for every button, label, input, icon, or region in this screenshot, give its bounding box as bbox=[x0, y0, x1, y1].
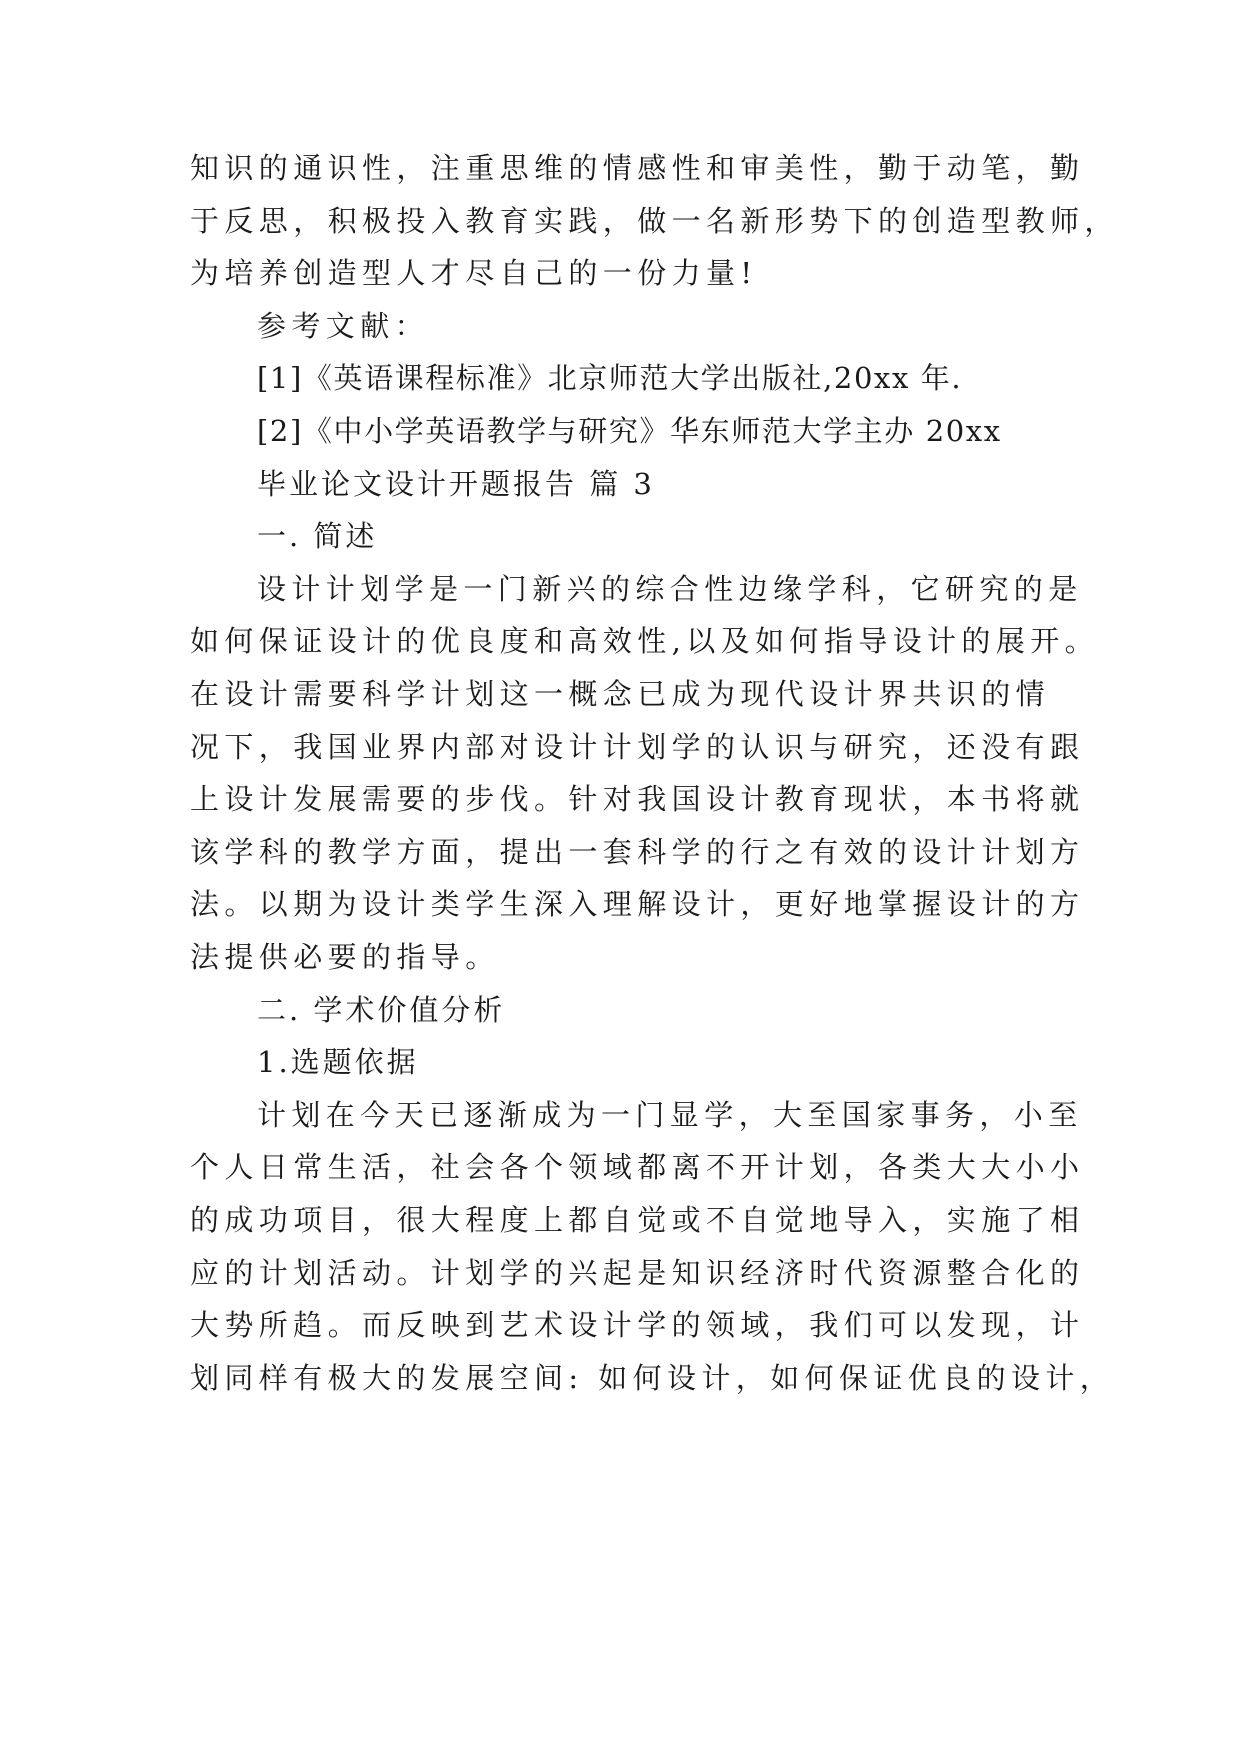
body-text-line: 于反思，积极投入教育实践，做一名新形势下的创造型教师， bbox=[190, 204, 1119, 238]
body-text-line: 法。以期为设计类学生深入理解设计，更好地掌握设计的方 bbox=[190, 887, 1085, 921]
body-text-line: 上设计发展需要的步伐。针对我国设计教育现状，本书将就 bbox=[190, 782, 1085, 816]
reference-item: [2]《中小学英语教学与研究》华东师范大学主办 20xx bbox=[257, 414, 1002, 448]
section-heading: 一. 简述 bbox=[257, 519, 378, 553]
reference-item: [1]《英语课程标准》北京师范大学出版社,20xx 年. bbox=[257, 361, 963, 395]
body-text-line: 设计计划学是一门新兴的综合性边缘学科，它研究的是 bbox=[257, 572, 1083, 606]
subsection-heading: 1.选题依据 bbox=[257, 1045, 419, 1079]
body-text-line: 划同样有极大的发展空间: 如何设计，如何保证优良的设计， bbox=[190, 1361, 1115, 1395]
body-text-line: 大势所趋。而反映到艺术设计学的领域，我们可以发现，计 bbox=[190, 1308, 1085, 1342]
body-text-line: 知识的通识性，注重思维的情感性和审美性，勤于动笔，勤 bbox=[190, 151, 1085, 185]
references-heading: 参考文献： bbox=[257, 309, 430, 343]
body-text-line: 法提供必要的指导。 bbox=[190, 940, 500, 974]
body-text-line: 在设计需要科学计划这一概念已成为现代设计界共识的情 bbox=[190, 677, 1051, 711]
body-text-line: 为培养创造型人才尽自己的一份力量! bbox=[190, 256, 758, 290]
body-text-line: 应的计划活动。计划学的兴起是知识经济时代资源整合化的 bbox=[190, 1256, 1085, 1290]
body-text-line: 如何保证设计的优良度和高效性,以及如何指导设计的展开。 bbox=[190, 624, 1100, 658]
section-heading: 二. 学术价值分析 bbox=[257, 993, 506, 1027]
body-text-line: 该学科的教学方面，提出一套科学的行之有效的设计计划方 bbox=[190, 835, 1085, 869]
body-text-line: 况下，我国业界内部对设计计划学的认识与研究，还没有跟 bbox=[190, 730, 1085, 764]
body-text-line: 个人日常生活，社会各个领域都离不开计划，各类大大小小 bbox=[190, 1150, 1085, 1184]
body-text-line: 计划在今天已逐渐成为一门显学，大至国家事务，小至 bbox=[257, 1098, 1083, 1132]
body-text-line: 的成功项目，很大程度上都自觉或不自觉地导入，实施了相 bbox=[190, 1203, 1085, 1237]
section-title: 毕业论文设计开题报告 篇 3 bbox=[257, 467, 655, 501]
